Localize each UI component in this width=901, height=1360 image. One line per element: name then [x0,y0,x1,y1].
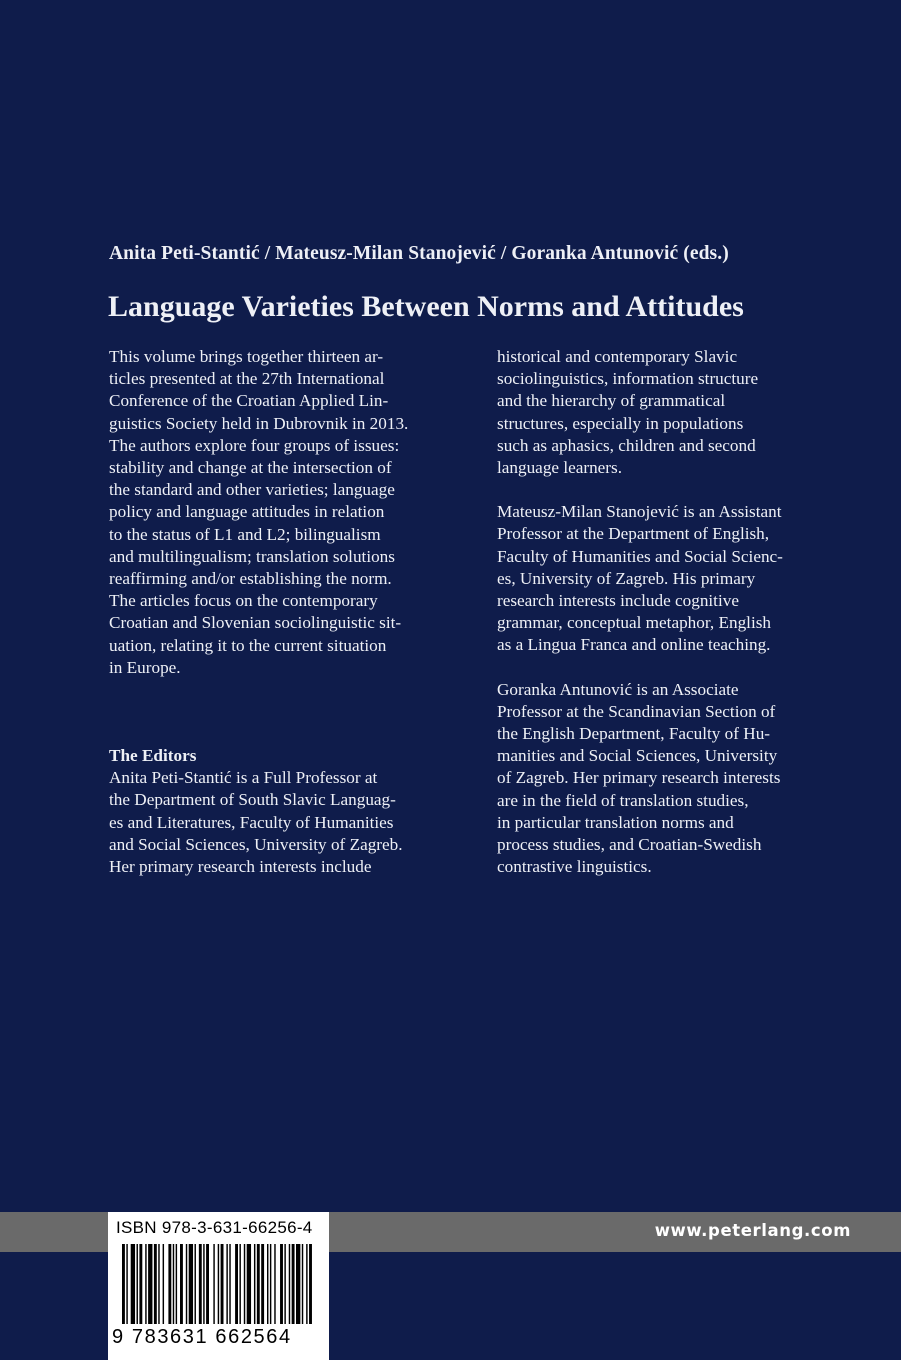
barcode-bar [218,1244,219,1324]
text-line: and the hierarchy of grammatical [497,391,726,411]
barcode-bar [270,1244,271,1324]
barcode-bar [189,1244,193,1324]
text-line: contrastive linguistics. [497,857,652,877]
text-line: and multilingualism; translation solutions [109,546,395,566]
barcode-bar [292,1244,295,1324]
text-line: in Europe. [109,657,181,677]
text-line: research interests include cognitive [497,591,739,611]
barcode-bar [213,1244,214,1324]
barcode-bar [199,1244,202,1324]
text-line: language learners. [497,458,623,478]
barcode-bar [148,1244,152,1324]
text-line: ticles presented at the 27th International [109,369,385,389]
barcode-bar [139,1244,142,1324]
barcode-bar [244,1244,245,1324]
barcode-bar [280,1244,283,1324]
text-line: grammar, conceptual metaphor, English [497,613,772,633]
isbn-barcode [108,1212,329,1360]
text-line: the Department of South Slavic Languag- [109,790,396,810]
barcode-bar [267,1244,268,1324]
text-line: of Zagreb. Her primary research interests [497,768,781,788]
editors-heading: The Editors [109,746,197,766]
text-line: Professor at the Scandinavian Section of [497,701,776,721]
text-line: This volume brings together thirteen ar- [109,347,384,366]
text-line: historical and contemporary Slavic [497,347,738,366]
editor3-paragraph [497,679,849,879]
text-line: manities and Social Sciences, University [497,746,778,766]
barcode-bar [257,1244,260,1324]
text-line: reaffirming and/or establishing the norm. [109,569,392,589]
text-line: the standard and other varieties; language [109,480,395,500]
right-column [497,346,849,878]
barcode-bar [274,1244,275,1324]
barcode-bar [206,1244,209,1324]
barcode-bar [296,1244,300,1324]
barcode-bar [221,1244,224,1324]
editor1-paragraph [109,745,469,878]
text-line: such as aphasics, children and second [497,435,756,455]
barcode-digits: 9 783631 662564 [112,1326,292,1348]
text-line: Croatian and Slovenian sociolinguistic sit- [109,613,402,633]
editor2-paragraph [497,501,849,656]
text-line: Mateusz-Milan Stanojević is an Assistant [497,502,782,522]
barcode-bar [247,1244,251,1324]
text-line: Anita Peti-Stantić is a Full Professor at [109,768,378,788]
barcode-bar [137,1244,138,1324]
barcode-bar [186,1244,187,1324]
barcode-bar [284,1244,285,1324]
barcode-bar [302,1244,303,1324]
barcode-bar [239,1244,240,1324]
text-line: Faculty of Humanities and Social Scienc- [497,546,783,566]
barcode-bar [168,1244,171,1324]
text-line: as a Lingua Franca and online teaching. [497,635,771,655]
barcode-bar [254,1244,255,1324]
barcode-bar [180,1244,183,1324]
text-line: Professor at the Department of English, [497,524,770,544]
text-line: to the status of L1 and L2; bilingualism [109,524,381,544]
text-line: in particular translation norms and [497,812,734,832]
barcode-bar [176,1244,177,1324]
text-line: Her primary research interests include [109,857,372,877]
barcode-bar [145,1244,146,1324]
text-line: are in the field of translation studies, [497,790,749,810]
text-line: sociolinguistics, information structure [497,369,759,389]
barcode-bar [122,1244,125,1324]
intro-paragraph [109,346,469,679]
text-line: The authors explore four groups of issues: [109,435,400,455]
text-line: policy and language attitudes in relation [109,502,385,522]
barcode-bar [163,1244,164,1324]
text-line: the English Department, Faculty of Hu- [497,724,771,744]
publisher-website: www.peterlang.com [654,1221,851,1240]
barcode-bar [195,1244,196,1324]
text-line: structures, especially in populations [497,413,744,433]
barcode-bar [261,1244,264,1324]
barcode-bar [226,1244,227,1324]
isbn-label: ISBN 978-3-631-66256-4 [116,1218,313,1237]
text-line: The articles focus on the contemporary [109,591,378,611]
barcode-bar [309,1244,312,1324]
barcode-bar [235,1244,238,1324]
barcode-bar [173,1244,174,1324]
barcode-bar [158,1244,159,1324]
editor1-continued-paragraph [497,346,849,479]
barcode-bar [289,1244,290,1324]
barcode-bar [306,1244,307,1324]
barcode-bar [126,1244,127,1324]
text-line: stability and change at the intersection of [109,458,392,478]
left-column [109,346,469,878]
text-line: Conference of the Croatian Applied Lin- [109,391,389,411]
barcode-bar [131,1244,135,1324]
text-line: Goranka Antunović is an Associate [497,679,739,699]
text-line: uation, relating it to the current situation [109,635,387,655]
text-line: es and Literatures, Faculty of Humanities [109,812,394,832]
text-line: and Social Sciences, University of Zagreb. [109,834,403,854]
text-line: process studies, and Croatian-Swedish [497,835,762,855]
barcode-bar [203,1244,204,1324]
text-line: guistics Society held in Dubrovnik in 2013. [109,413,409,433]
book-title: Language Varieties Between Norms and Attitudes [108,290,744,323]
barcode-bar [154,1244,157,1324]
barcode-bar [229,1244,230,1324]
text-line: es, University of Zagreb. His primary [497,568,756,588]
editors-line: Anita Peti-Stantić / Mateusz-Milan Stanojević / Goranka Antunović (eds.) [109,243,729,264]
